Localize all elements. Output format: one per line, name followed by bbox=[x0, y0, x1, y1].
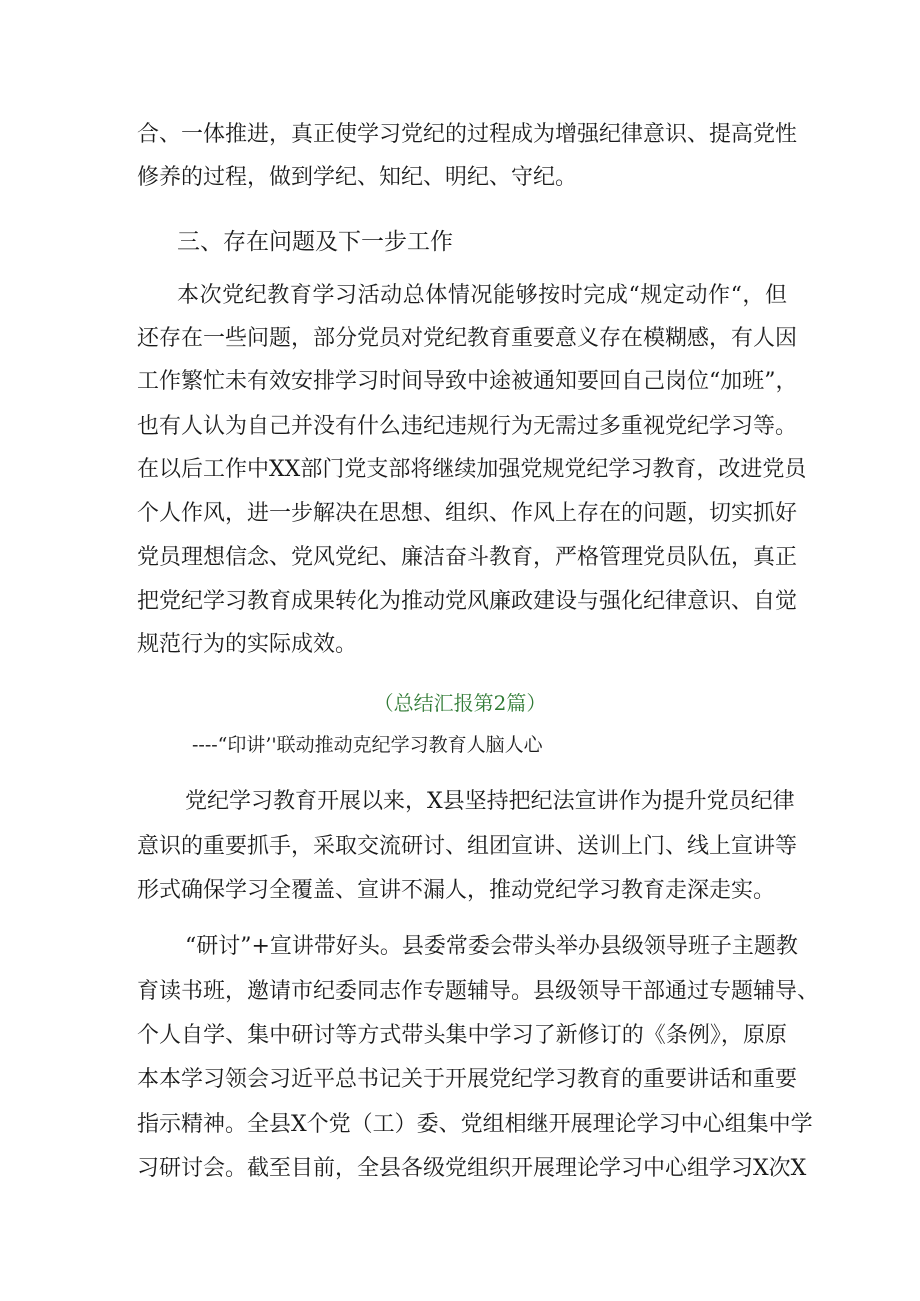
text-line: “研讨”+宣讲带好头。县委常委会带头举办县级领导班子主题教 bbox=[185, 934, 798, 959]
text-line: 合、一体推进，真正使学习党纪的过程成为增强纪律意识、提高党性 bbox=[137, 122, 798, 147]
text-line: 工作繁忙未有效安排学习时间导致中途被通知要回自己岗位“加班”， bbox=[137, 369, 798, 394]
summary-subtitle: ----“印讲’'联动推动克纪学习教育人脑人心 bbox=[192, 734, 543, 756]
text-line: 习研讨会。截至目前，全县各级党组织开展理论学习中心组学习X次X bbox=[137, 1156, 807, 1181]
text-line: 个人作风，进一步解决在思想、组织、作风上存在的问题，切实抓好 bbox=[137, 501, 798, 526]
text-line: 指示精神。全县X个党（工）委、党组相继开展理论学习中心组集中学 bbox=[137, 1112, 813, 1137]
text-line: 育读书班，邀请市纪委同志作专题辅导。县级领导干部通过专题辅导、 bbox=[137, 979, 820, 1004]
text-line: 在以后工作中XX部门党支部将继续加强党规党纪学习教育，改进党员 bbox=[137, 457, 807, 482]
text-line: 修养的过程，做到学纪、知纪、明纪、守纪。 bbox=[137, 165, 578, 190]
summary-label: （总结汇报第2篇） bbox=[373, 691, 547, 715]
text-line: 本本学习领会习近平总书记关于开展党纪学习教育的重要讲话和重要 bbox=[137, 1067, 798, 1092]
text-line: 规范行为的实际成效。 bbox=[137, 632, 358, 657]
text-line: 党纪学习教育开展以来，X县坚持把纪法宣讲作为提升党员纪律 bbox=[185, 789, 795, 814]
text-line: 还存在一些问题，部分党员对党纪教育重要意义存在模糊感，有人因 bbox=[137, 326, 798, 351]
text-line: 把党纪学习教育成果转化为推动党风廉政建设与强化纪律意识、自觉 bbox=[137, 589, 798, 614]
text-line: 也有人认为自己并没有什么违纪违规行为无需过多重视党纪学习等。 bbox=[137, 414, 798, 439]
text-line: 形式确保学习全覆盖、宣讲不漏人，推动党纪学习教育走深走实。 bbox=[137, 878, 776, 903]
text-line: 意识的重要抓手，采取交流研讨、组团宣讲、送训上门、线上宣讲等 bbox=[137, 834, 798, 859]
text-line: 个人自学、集中研讨等方式带头集中学习了新修订的《条例》，原原 bbox=[137, 1023, 787, 1048]
text-line: 党员理想信念、党风党纪、廉洁奋斗教育，严格管理党员队伍，真正 bbox=[137, 545, 798, 570]
text-line: 本次党纪教育学习活动总体情况能够按时完成“规定动作“，但 bbox=[177, 283, 787, 308]
section-heading: 三、存在问题及下一步工作 bbox=[177, 229, 453, 255]
